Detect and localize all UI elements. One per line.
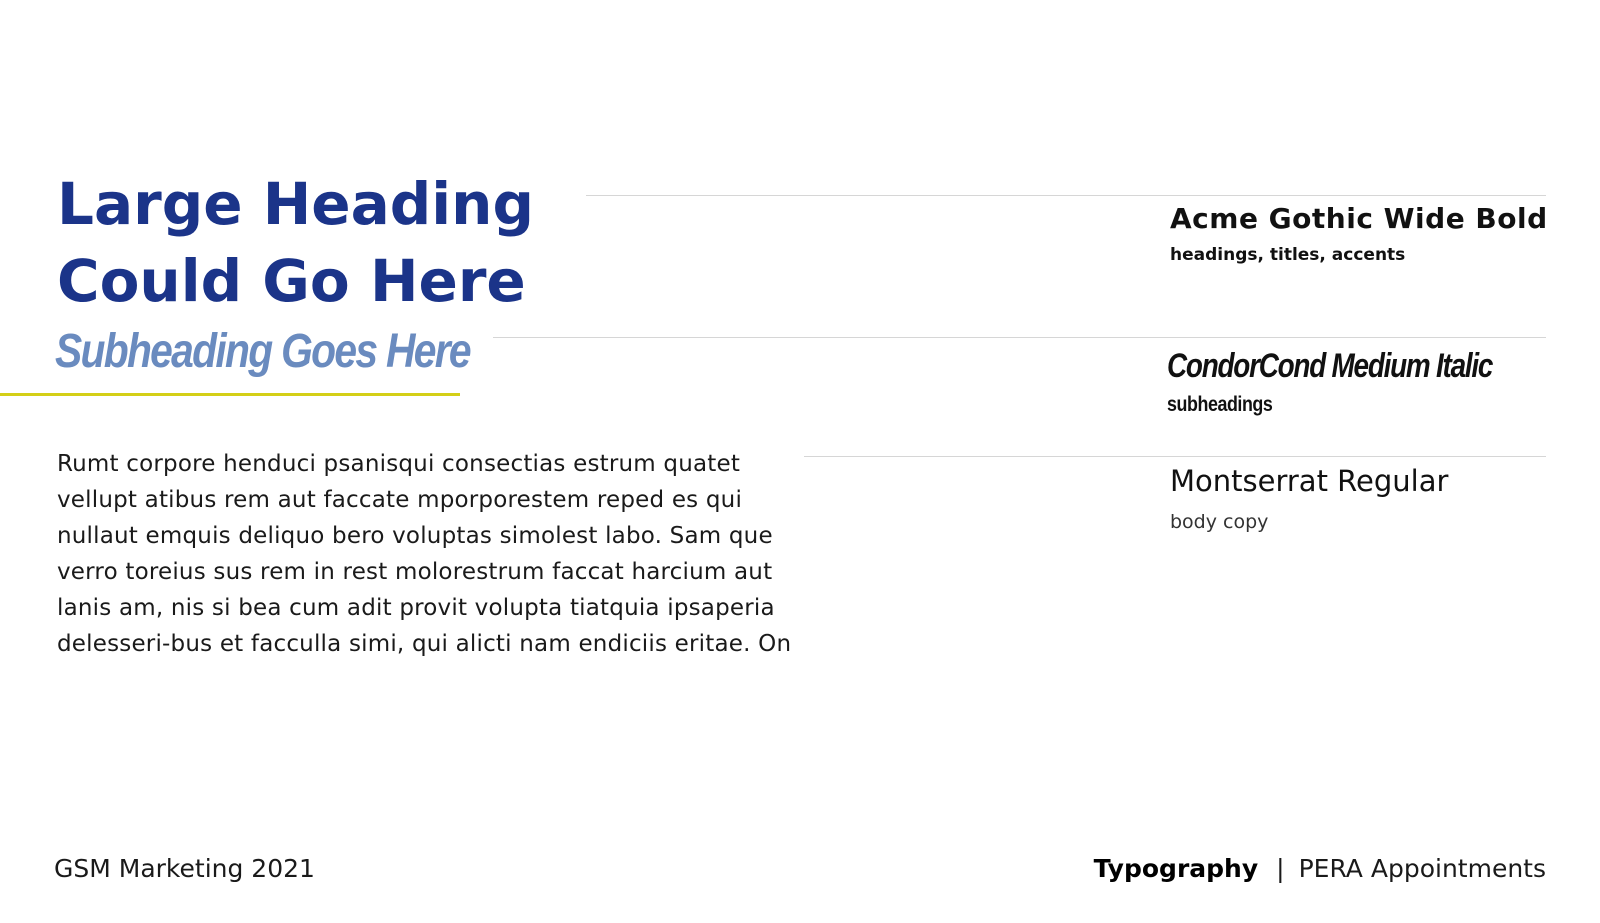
font-name: CondorCond Medium Italic	[1167, 347, 1493, 385]
divider-line-2	[493, 337, 1546, 338]
font-usage: subheadings	[1167, 393, 1273, 416]
subheading: Subheading Goes Here	[55, 325, 470, 378]
font-usage: body copy	[1170, 511, 1269, 533]
font-name: Montserrat Regular	[1170, 464, 1449, 498]
footer-section-info	[1094, 853, 1546, 885]
font-spec-body	[1170, 462, 1448, 535]
footer-project-name: PERA Appointments	[1298, 854, 1546, 883]
footer-separator: |	[1276, 854, 1285, 883]
font-spec-subheading	[1167, 346, 1564, 418]
font-name: Acme Gothic Wide Bold	[1170, 202, 1548, 235]
font-usage: headings, titles, accents	[1170, 245, 1406, 265]
font-spec-heading	[1170, 200, 1548, 268]
divider-line-1	[586, 195, 1546, 196]
footer-company: GSM Marketing 2021	[54, 854, 315, 883]
large-heading-line-1: Large Heading	[57, 170, 534, 238]
divider-line-3	[804, 456, 1546, 457]
large-heading	[57, 166, 534, 320]
accent-underline	[0, 393, 460, 396]
footer-section-title: Typography	[1093, 854, 1259, 883]
large-heading-line-2: Could Go Here	[57, 247, 526, 315]
body-copy-sample: Rumt corpore henduci psanisqui consectias estrum quatet vellupt atibus rem aut faccate mporporestem reped es qui nullaut emquis deliquo bero voluptas simolest labo. Sam que verro toreius sus rem in rest molorestrum faccat harcium aut lanis am, nis si bea cum adit provit volupta tiatquia ipsaperia delesseri-bus et facculla simi, qui alicti nam endiciis eritae. On	[57, 451, 792, 657]
